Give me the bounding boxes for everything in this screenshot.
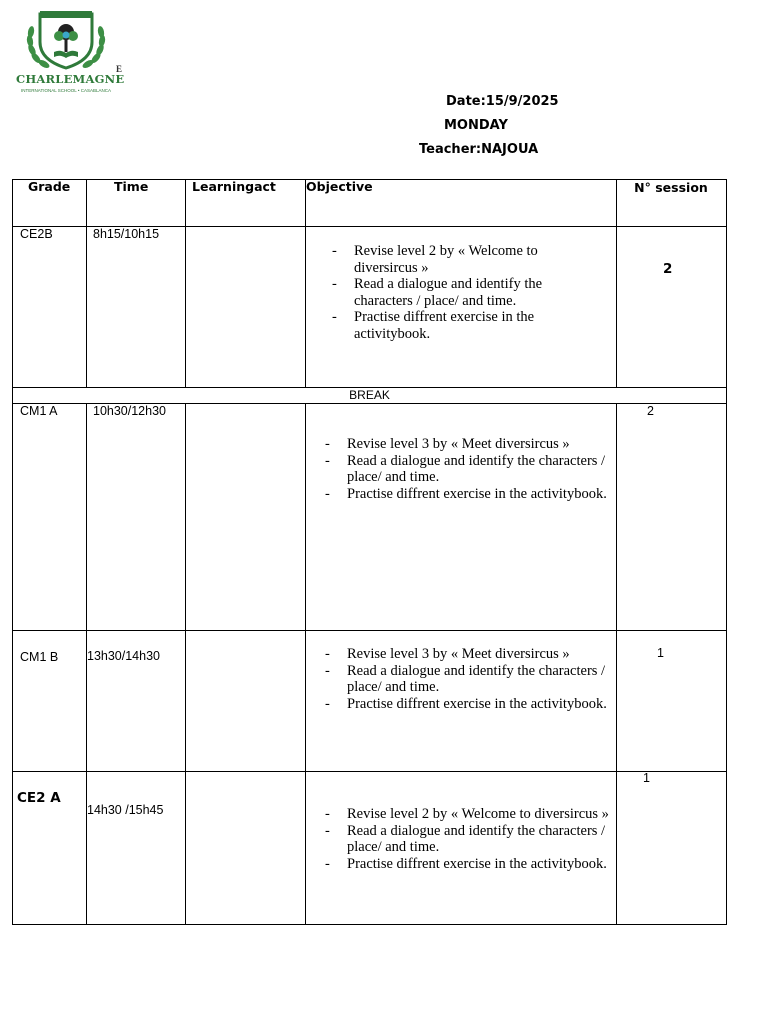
table-cell xyxy=(86,771,186,925)
objective-item: - Revise level 2 by « Welcome to diversircus » xyxy=(325,806,617,823)
session-cell: 2 xyxy=(663,261,673,277)
objective-item: - Read a dialogue and identify the characters / place/ and time. xyxy=(325,663,617,696)
table-cell xyxy=(12,226,87,388)
objective-item: - Revise level 2 by « Welcome to diversircus » xyxy=(332,243,572,276)
objective-item: - Revise level 3 by « Meet diversircus » xyxy=(325,436,617,453)
time-cell: 8h15/10h15 xyxy=(93,227,160,241)
break-label: BREAK xyxy=(349,388,390,402)
table-cell xyxy=(86,226,186,388)
column-header-time: Time xyxy=(114,179,149,194)
objective-item: - Read a dialogue and identify the characters / place/ and time. xyxy=(332,276,572,309)
objective-list xyxy=(332,243,572,343)
session-cell: 1 xyxy=(657,646,664,660)
objective-item: - Practise diffrent exercise in the activitybook. xyxy=(325,696,617,713)
table-cell xyxy=(185,226,306,388)
table-cell xyxy=(185,630,306,772)
grade-cell: CE2B xyxy=(20,227,53,241)
time-cell: 14h30 /15h45 xyxy=(87,803,164,817)
objective-list xyxy=(325,436,617,502)
date-label: Date:15/9/2025 xyxy=(446,94,559,109)
objective-item: - Read a dialogue and identify the characters / place/ and time. xyxy=(325,823,617,856)
table-cell xyxy=(616,630,727,772)
session-cell: 1 xyxy=(643,771,650,785)
table-cell xyxy=(12,403,87,631)
grade-cell: CM1 A xyxy=(20,404,58,418)
objective-list xyxy=(325,806,617,872)
table-cell xyxy=(185,403,306,631)
session-cell: 2 xyxy=(647,404,654,418)
objective-item: - Revise level 3 by « Meet diversircus » xyxy=(325,646,617,663)
school-logo xyxy=(16,8,128,92)
objective-list xyxy=(325,646,617,712)
objective-item: - Practise diffrent exercise in the activitybook. xyxy=(325,486,617,503)
table-cell xyxy=(185,771,306,925)
objective-item: - Read a dialogue and identify the characters / place/ and time. xyxy=(325,453,617,486)
school-crest-icon xyxy=(16,8,128,74)
objective-item: - Practise diffrent exercise in the activitybook. xyxy=(332,309,572,342)
table-cell xyxy=(86,403,186,631)
table-cell xyxy=(616,771,727,925)
day-label: MONDAY xyxy=(444,118,508,133)
school-name: CHARLEMAGNE xyxy=(16,72,125,86)
school-subtitle: INTERNATIONAL SCHOOL • CASABLANCA xyxy=(21,88,111,93)
table-cell xyxy=(616,403,727,631)
time-cell: 13h30/14h30 xyxy=(87,649,160,663)
grade-cell: CE2 A xyxy=(17,790,61,806)
logo-mark: E xyxy=(116,64,123,74)
column-header-session: N° session xyxy=(634,180,708,195)
table-cell xyxy=(616,226,727,388)
teacher-label: Teacher:NAJOUA xyxy=(419,142,539,157)
objective-item: - Practise diffrent exercise in the activitybook. xyxy=(325,856,617,873)
column-header-learning: Learningact xyxy=(192,179,276,194)
column-header-grade: Grade xyxy=(28,179,71,194)
column-header-objective: Objective xyxy=(306,179,373,194)
time-cell: 10h30/12h30 xyxy=(93,404,166,418)
grade-cell: CM1 B xyxy=(20,650,59,664)
